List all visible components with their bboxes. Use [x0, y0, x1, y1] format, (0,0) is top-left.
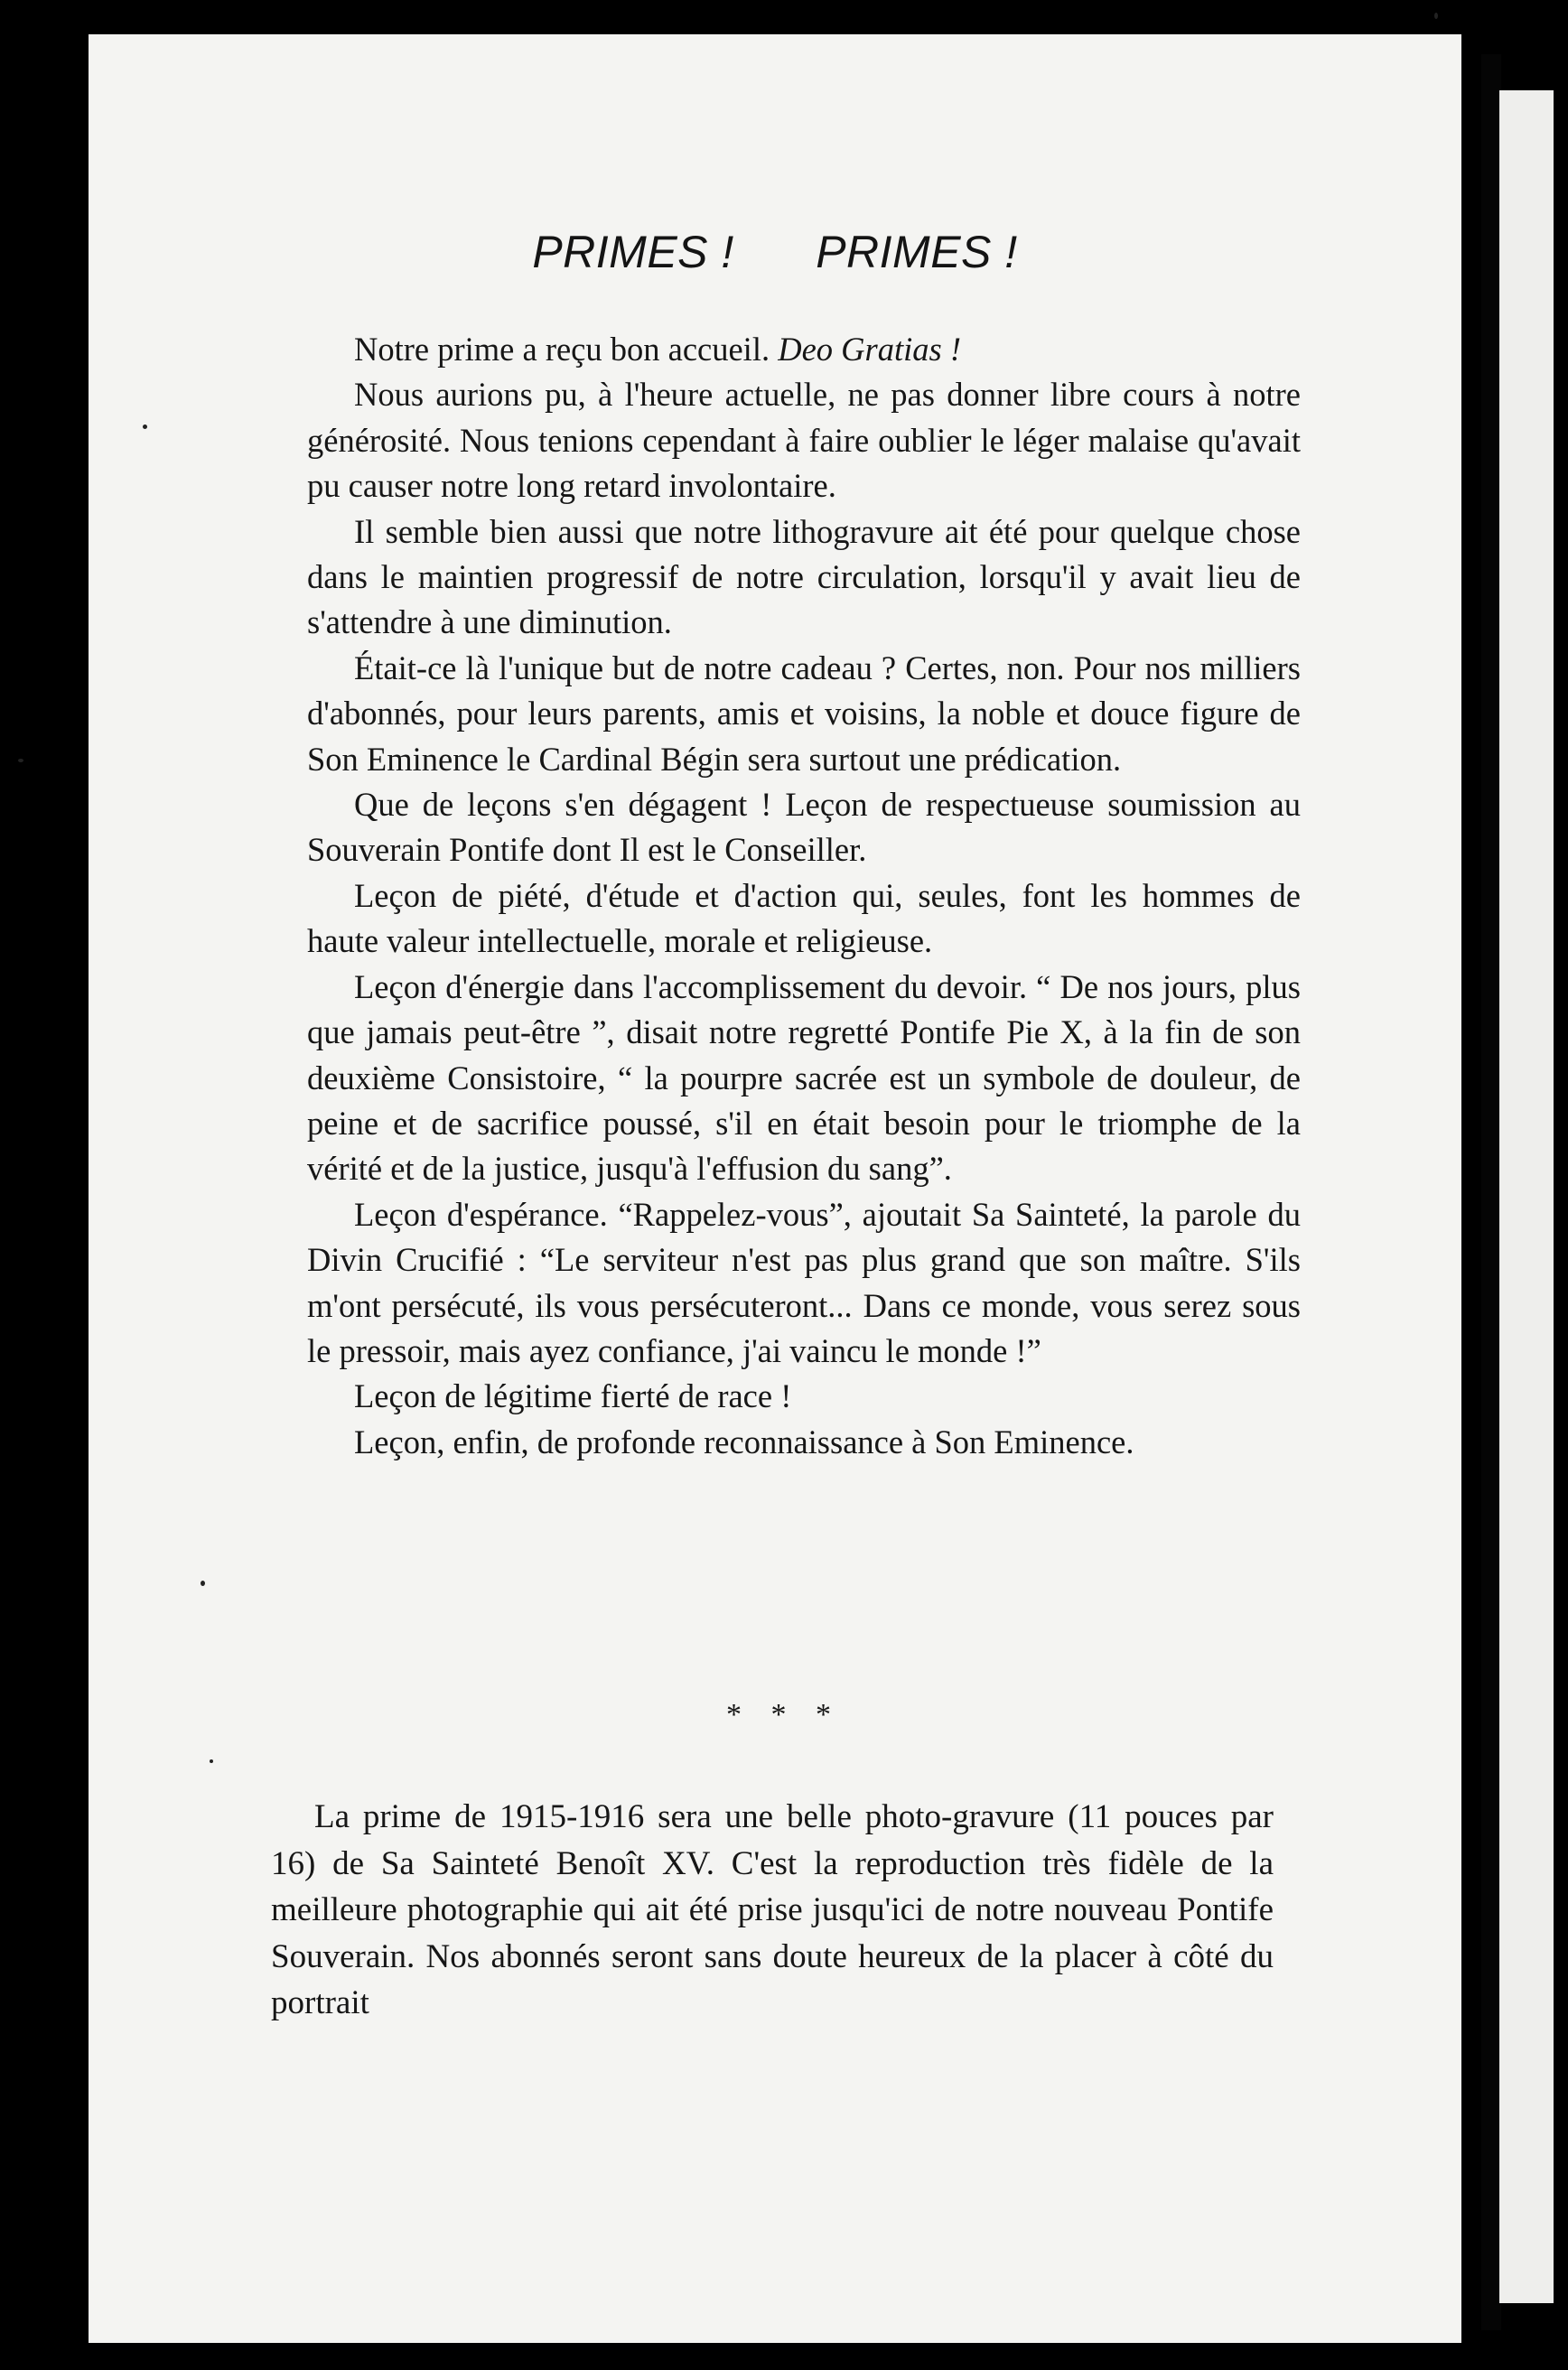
page-title [89, 226, 1461, 278]
scan-speck [1434, 13, 1438, 19]
scan-speck [143, 425, 147, 429]
next-page-edge [1499, 90, 1554, 2303]
paragraph-1 [307, 327, 1301, 372]
paragraph-1-text: Notre prime a reçu bon accueil. [354, 331, 779, 368]
page-gutter [1481, 54, 1501, 2330]
deo-gratias: Deo Gratias ! [778, 331, 961, 368]
paragraph-6: Leçon de piété, d'étude et d'action qui, seules, font les hommes de haute valeur intellectuelle, morale et religieuse. [307, 876, 1301, 960]
paragraph-9: Leçon de légitime fierté de race ! [354, 1377, 792, 1415]
article-body [307, 327, 1301, 1465]
paragraph-2: Nous aurions pu, à l'heure actuelle, ne pas donner libre cours à notre générosité. Nous tenions cependant à faire oublier le léger malaise qu'avait pu causer notre long retard involontaire. [307, 376, 1301, 505]
title-left: PRIMES ! [532, 227, 734, 277]
section-separator: * * * [726, 1698, 842, 1731]
paragraph-7: Leçon d'énergie dans l'accomplissement du devoir. “ De nos jours, plus que jamais peut-être ”, disait notre regretté Pontife Pie X, à la fin de son deuxième Consistoire, “ la pourpre sacrée est un symbole de douleur, de peine et de sacrifice poussé, s'il en était besoin pour le triomphe de la vérité et de la justice, jusqu'à l'effusion du sang”. [307, 967, 1301, 1188]
paragraph-5: Que de leçons s'en dégagent ! Leçon de respectueuse soumission au Souverain Pontife dont Il est le Conseiller. [307, 786, 1301, 869]
title-right: PRIMES ! [816, 227, 1018, 277]
scan-speck [18, 759, 23, 762]
closing-section [271, 1794, 1274, 2027]
closing-paragraph: La prime de 1915-1916 sera une belle photo-gravure (11 pouces par 16) de Sa Sainteté Benoît XV. C'est la reproduction très fidèle de la meilleure photographie qui ait été prise jusqu'ici de notre nouveau Pontife Souverain. Nos abonnés seront sans doute heureux de la placer à côté du portrait [271, 1798, 1274, 2021]
paragraph-10: Leçon, enfin, de profonde reconnaissance à Son Eminence. [354, 1423, 1134, 1460]
paragraph-8: Leçon d'espérance. “Rappelez-vous”, ajoutait Sa Sainteté, la parole du Divin Crucifié : “Le serviteur n'est pas plus grand que son maître. S'ils m'ont persécuté, ils vous persécuteront... Dans ce monde, vous serez sous le pressoir, mais ayez confiance, j'ai vaincu le monde !” [307, 1195, 1301, 1369]
paragraph-4: Était-ce là l'unique but de notre cadeau ? Certes, non. Pour nos milliers d'abonnés, pour leurs parents, amis et voisins, la noble et douce figure de Son Eminence le Cardinal Bégin sera surtout une prédication. [307, 648, 1301, 778]
scan-speck [210, 1759, 213, 1763]
scan-speck [201, 1581, 205, 1586]
paragraph-3: Il semble bien aussi que notre lithogravure ait été pour quelque chose dans le maintien progressif de notre circulation, lorsqu'il y avait lieu de s'attendre à une diminution. [307, 512, 1301, 641]
